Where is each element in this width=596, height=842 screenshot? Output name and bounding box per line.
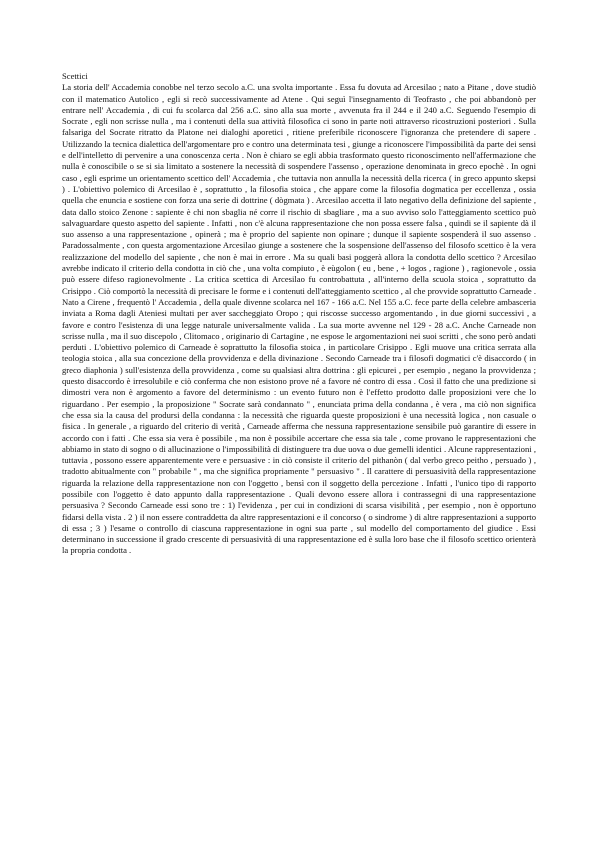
document-content — [62, 71, 536, 557]
document-title: Scettici — [62, 71, 88, 81]
document-body-paragraph: La storia dell' Accademia conobbe nel terzo secolo a.C. una svolta importante . Essa fu dovuta ad Arcesilao ; nato a Pitane , dove studiò con il matematico Autolico , egli si recò successivamente ad Atene . Qui seguì l'insegnamento di Teofrasto , che poi abbandonò per entrare nell' Accademia , di cui fu scolarca dal 256 a.C. sino alla sua morte , avvenuta fra il 244 e il 240 a.C. Seguendo l'esempio di Socrate , egli non scrisse nulla , ma i contenuti della sua attività filosofica ci sono in parte noti attraverso ricostruzioni posteriori . Sulla falsariga del Socrate ritratto da Platone nei dialoghi aporetici , ritiene preferibile riconoscere l'ignoranza che pretendere di sapere . Utilizzando la tecnica dialettica dell'argomentare pro e contro una determinata tesi , giunge a riconoscere l'impossibilità da parte dei sensi e dell'intelletto di pervenire a una conoscenza certa . Non è chiaro se egli abbia trasformato questo riconoscimento nell'affermazione che nulla è conoscibile o se si sia limitato a sostenere la necessità di sospendere l'assenso , operazione denominata in greco epochè . In ogni caso , egli esprime un orientamento scettico dell' Accademia , che tuttavia non annulla la necessità della ricerca ( in greco appunto skepsi ) . L'obiettivo polemico di Arcesilao è , soprattutto , la filosofia stoica , che appare come la filosofia dogmatica per eccellenza , ossia quella che enuncia e sostiene con forza una serie di dottrine ( dògmata ) . Arcesilao accetta il lato negativo della definizione del sapiente , data dallo stoico Zenone : sapiente è chi non sbaglia né corre il rischio di sbagliare , ma a suo avviso solo l'atteggiamento scettico può salvaguardare questo aspetto del sapiente . Infatti , non c'è alcuna rappresentazione che non possa essere falsa , quindi se il sapiente dà il suo assenso a una rappresentazione , opinerà ; ma è proprio del sapiente non opinare ; dunque il sapiente sospenderà il suo assenso . Paradossalmente , con questa argomentazione Arcesilao giunge a sostenere che la sospensione dell'assenso del filosofo scettico è la vera realizzazione del modello del sapiente , che non è mai in errore . Ma su quali basi poggerà allora la condotta dello scettico ? Arcesilao avrebbe indicato il criterio della condotta in ciò che , una volta compiuto , è eùgolon ( eu , bene , + logos , ragione ) , ragionevole , ossia può essere difeso ragionevolmente . La critica scettica di Arcesilao fu controbattuta , all'interno della scuola stoica , soprattutto da Crisippo . Ciò comportò la necessità di precisare le forme e i contenuti dell'atteggiamento scettico , al che provvide soprattutto Carneade . Nato a Cirene , frequentò l' Accademia , della quale divenne scolarca nel 167 - 166 a.C. Nel 155 a.C. fece parte della celebre ambasceria inviata a Roma dagli Ateniesi multati per aver saccheggiato Oropo ; qui riscosse successo argomentando , in due giorni successivi , a favore e contro l'esistenza di una legge naturale universalmente valida . La sua morte avvenne nel 129 - 28 a.C. Anche Carneade non scrisse nulla , ma il suo discepolo , Clitomaco , originario di Cartagine , ne espose le argomentazioni nei suoi scritti , che sono però andati perduti . L'obiettivo polemico di Carneade è soprattutto la filosofia stoica , in particolare Crisippo . Egli muove una critica serrata alla teologia stoica , alla sua concezione della provvidenza e della divinazione . Secondo Carneade tra i filosofi dogmatici c'è disaccordo ( in greco diaphonia ) sull'esistenza della provvidenza , come su qualsiasi altra dottrina : gli epicurei , per esempio , negano la provvidenza ; questo disaccordo è irresolubile e ciò conferma che non esistono prove né a favore né contro di essa . Così il fatto che una predizione si dimostri vera non è argomento a favore del determinismo : un evento futuro non è l'effetto prodotto dalle proposizioni vere che lo riguardano . Per esempio , la proposizione " Socrate sarà condannato " , enunciata prima della condanna , è vera , ma ciò non significa che essa sia la causa del prodursi della condanna : la necessità che riguarda queste proposizioni è una necessità logica , non casuale o fisica . In generale , a riguardo del criterio di verità , Carneade afferma che nessuna rappresentazione sensibile può garantire di essere in accordo con i fatti . Che essa sia vera è possibile , ma non è possibile accertare che essa sia tale , come provano le rappresentazioni che abbiamo in stato di sogno o di allucinazione o l'impossibilità di distinguere tra due uova o due gemelli identici . Alcune rappresentazioni , tuttavia , possono essere apparentemente vere e persuasive : in ciò consiste il criterio del pithanòn ( dal verbo greco peitho , persuado ) , tradotto abitualmente con " probabile " , ma che significa propriamente " persuasivo " . Il carattere di persuasività della rappresentazione riguarda la relazione della rappresentazione non con l'oggetto , bensì con il soggetto della percezione . Infatti , l'unico tipo di rapporto possibile con l'oggetto è dato appunto dalla rappresentazione . Quali devono essere allora i contrassegni di una rappresentazione persuasiva ? Secondo Carneade essi sono tre : 1) l'evidenza , per cui in condizioni di scarsa visibilità , per esempio , non è opportuno fidarsi della vista . 2 ) il non essere contraddetta da altre rappresentazioni e il concorso ( o sindrome ) di altre rappresentazioni a supporto di essa ; 3 ) l'esame o controllo di ciascuna rappresentazione in ogni sua parte , sul modello del comportamento del giudice . Essi determinano in successione il grado crescente di persuasività di una rappresentazione ed è sulla loro base che il filosofo scettico orienterà la propria condotta . — [62, 82, 536, 556]
